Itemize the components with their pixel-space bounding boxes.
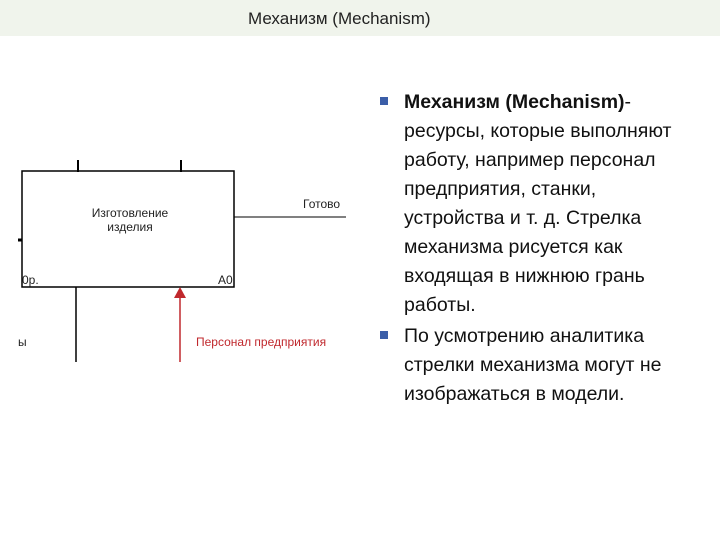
bullet-item-mechanism (380, 88, 700, 320)
left-corner-label: 0р. (22, 273, 39, 287)
left-edge-label: ы (18, 335, 27, 349)
box-label-2: изделия (107, 220, 153, 234)
slide-title: Механизм (Mechanism) (248, 9, 431, 28)
output-label: Готово (303, 197, 341, 211)
bullet-text: По усмотрению аналитика стрелки механизма могут не изображаться в модели. (404, 325, 662, 405)
bullet-text: - ресурсы, которые выполняют работу, например персонал предприятия, станки, устройства и т. д. Стрелка механизма рисуется как входящая в нижнюю грань работы. (404, 91, 672, 316)
mechanism-arrowhead (174, 287, 186, 298)
box-id: A0 (218, 273, 233, 287)
title-bar (0, 0, 720, 36)
mechanism-label: Персонал предприятия (196, 335, 327, 349)
bullet-list (380, 88, 700, 409)
box-label-1: Изготовление (91, 206, 169, 220)
bullet-item-optional (380, 322, 700, 409)
bullet-bold-text: Механизм (Mechanism) (404, 91, 625, 113)
bullet-square-icon (380, 97, 388, 105)
bullet-square-icon (380, 331, 388, 339)
idef0-diagram (18, 160, 346, 362)
